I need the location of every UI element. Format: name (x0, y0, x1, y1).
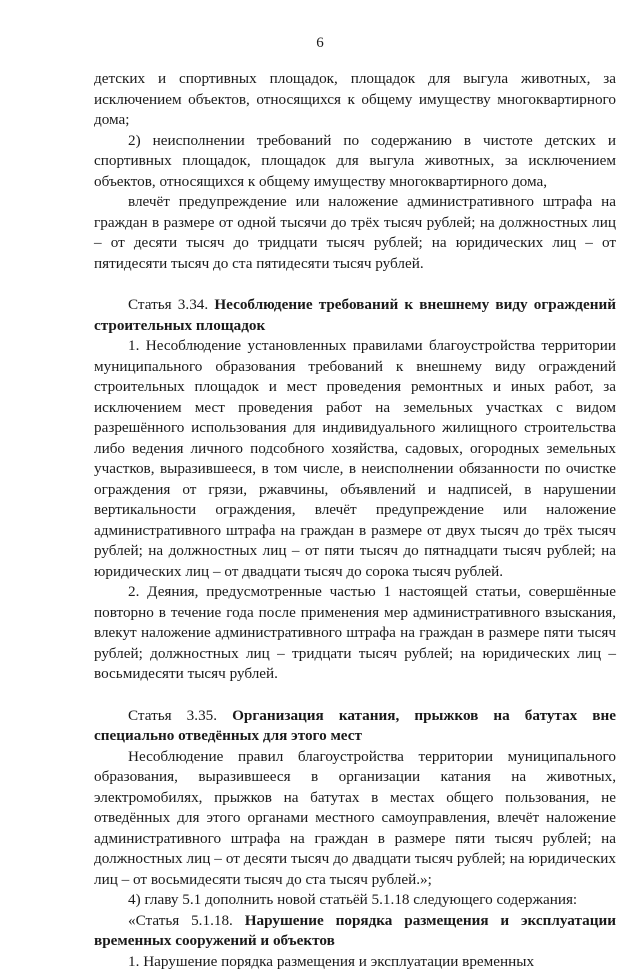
paragraph-article-3-35: Несоблюдение правил благоустройства территории муниципального образования, выразившееся в организации катания на животных, электромобилях, прыжков на батутах в местах общего пользования, не отведённых для этого органами местного самоуправления, влечёт наложение административного штрафа на граждан в размере пяти тысяч рублей; на должностных лиц – от десяти тысяч до двадцати тысяч рублей; на юридических лиц – от восьмидесяти тысяч до ста тысяч рублей.»; (94, 747, 616, 891)
paragraph-item-2: 2) неисполнении требований по содержанию в чистоте детских и спортивных площадок, площадок для выгула животных, за исключением объектов, относящихся к общему имуществу многоквартирного дома, (94, 131, 616, 193)
article-title: Организация катания, прыжков на батутах вне специально отведённых для этого мест (94, 707, 616, 745)
spacer (94, 685, 616, 706)
paragraph-part-1: 1. Несоблюдение установленных правилами благоустройства территории муниципального образования требований к внешнему виду ограждений строительных площадок и мест проведения ремонтных и иных работ, за исключением мест проведения работ на земельных участках с видом разрешённого использования для индивидуального жилищного строительства либо ведения личного подсобного хозяйства, садовых, огородных земельных участков, выразившееся, в том числе, в неисполнении обязанности по очистке ограждения от грязи, ржавчины, объявлений и надписей, в нарушении вертикальности ограждения, влечёт предупреждение или наложение административного штрафа на граждан в размере от двух тысяч до трёх тысяч рублей; на должностных лиц – от пяти тысяч до пятнадцати тысяч рублей; на юридических лиц – от двадцати тысяч до сорока тысяч рублей. (94, 336, 616, 582)
paragraph-part-1-continued: 1. Нарушение порядка размещения и эксплуатации временных (94, 952, 616, 972)
paragraph-penalty: влечёт предупреждение или наложение административного штрафа на граждан в размере от одной тысячи до трёх тысяч рублей; на должностных лиц – от десяти тысяч до тридцати тысяч рублей; на юридических лиц – от пятидесяти тысяч до ста пятидесяти тысяч рублей. (94, 192, 616, 274)
paragraph-part-2: 2. Деяния, предусмотренные частью 1 настоящей статьи, совершённые повторно в течение года после применения мер административного взыскания, влекут наложение административного штрафа на граждан в размере пяти тысяч рублей; должностных лиц – тридцати тысяч рублей; на юридических лиц – восьмидесяти тысяч рублей. (94, 582, 616, 685)
article-heading-3-35 (94, 706, 616, 747)
article-heading-3-34 (94, 295, 616, 336)
article-number: Статья 3.35. (128, 707, 232, 724)
article-title: Нарушение порядка размещения и эксплуатации временных сооружений и объектов (94, 912, 616, 950)
article-number: «Статья 5.1.18. (128, 912, 245, 929)
article-number: Статья 3.34. (128, 296, 214, 313)
page-number: 6 (0, 35, 640, 52)
article-heading-5-1-18 (94, 911, 616, 952)
document-body (94, 69, 616, 972)
paragraph-continuation: детских и спортивных площадок, площадок для выгула животных, за исключением объектов, относящихся к общему имуществу многоквартирного дома; (94, 69, 616, 131)
spacer (94, 274, 616, 295)
article-title: Несоблюдение требований к внешнему виду ограждений строительных площадок (94, 296, 616, 334)
paragraph-item-4: 4) главу 5.1 дополнить новой статьёй 5.1.18 следующего содержания: (94, 890, 616, 911)
